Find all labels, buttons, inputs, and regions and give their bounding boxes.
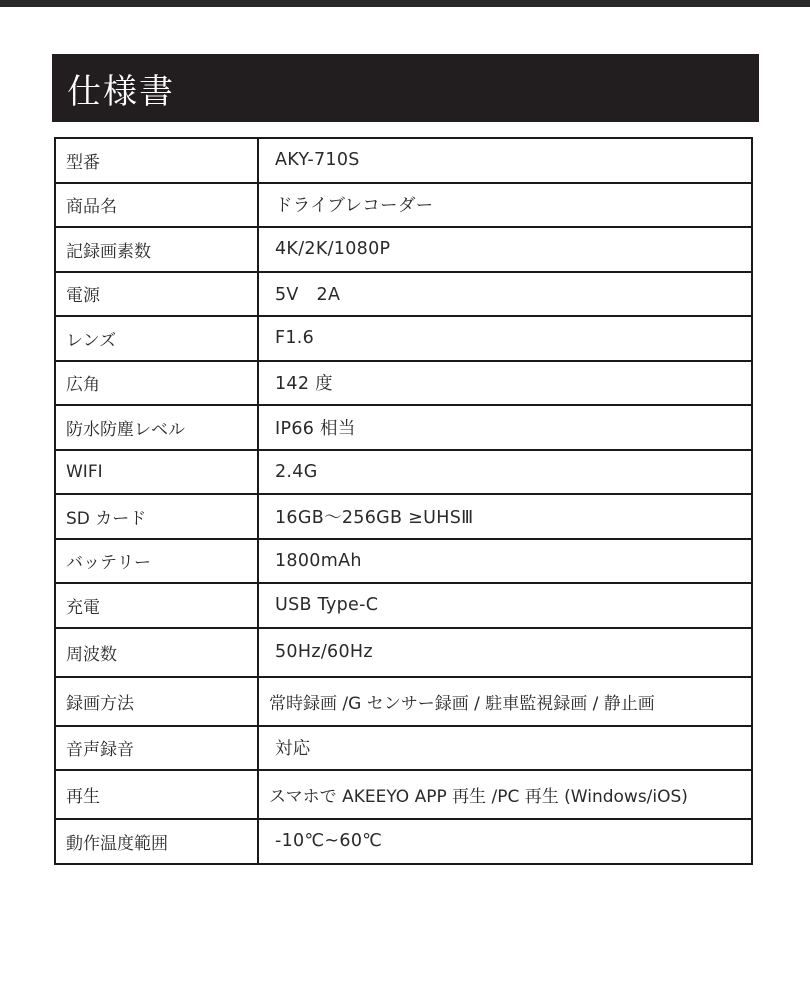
- spec-label-audio-recording: 音声録音: [55, 726, 258, 771]
- table-row: [55, 583, 752, 628]
- page-title-banner: [52, 54, 759, 122]
- spec-table: [54, 137, 753, 865]
- spec-value-waterproof: IP66 相当: [258, 405, 752, 450]
- table-row: [55, 405, 752, 450]
- spec-value-playback: スマホで AKEEYO APP 再生 /PC 再生 (Windows/iOS): [258, 770, 752, 819]
- table-row: [55, 316, 752, 361]
- table-row: [55, 628, 752, 677]
- table-row: [55, 272, 752, 317]
- spec-value-resolution: 4K/2K/1080P: [258, 227, 752, 272]
- spec-value-wifi: 2.4G: [258, 450, 752, 495]
- spec-label-playback: 再生: [55, 770, 258, 819]
- spec-value-audio-recording: 対応: [258, 726, 752, 771]
- spec-value-charging: USB Type-C: [258, 583, 752, 628]
- spec-value-recording-mode: 常時録画 /G センサー録画 / 駐車監視録画 / 静止画: [258, 677, 752, 726]
- spec-value-model: AKY-710S: [258, 138, 752, 183]
- table-row: [55, 819, 752, 864]
- spec-label-lens: レンズ: [55, 316, 258, 361]
- spec-label-model: 型番: [55, 138, 258, 183]
- spec-label-sd-card: SD カード: [55, 494, 258, 539]
- spec-label-wide-angle: 広角: [55, 361, 258, 406]
- table-row: [55, 183, 752, 228]
- spec-label-resolution: 記録画素数: [55, 227, 258, 272]
- spec-value-lens: F1.6: [258, 316, 752, 361]
- spec-label-waterproof: 防水防塵レベル: [55, 405, 258, 450]
- table-row: [55, 138, 752, 183]
- spec-label-wifi: WIFI: [55, 450, 258, 495]
- table-row: [55, 227, 752, 272]
- table-row: [55, 361, 752, 406]
- spec-value-battery: 1800mAh: [258, 539, 752, 584]
- spec-value-power: 5V 2A: [258, 272, 752, 317]
- spec-value-frequency: 50Hz/60Hz: [258, 628, 752, 677]
- top-border-bar: [0, 0, 810, 7]
- spec-label-recording-mode: 録画方法: [55, 677, 258, 726]
- spec-label-frequency: 周波数: [55, 628, 258, 677]
- table-row: [55, 677, 752, 726]
- table-row: [55, 726, 752, 771]
- spec-value-operating-temperature: -10℃~60℃: [258, 819, 752, 864]
- table-row: [55, 770, 752, 819]
- spec-value-wide-angle: 142 度: [258, 361, 752, 406]
- page-title: 仕様書: [67, 71, 175, 112]
- table-row: [55, 450, 752, 495]
- spec-value-product-name: ドライブレコーダー: [258, 183, 752, 228]
- spec-value-sd-card: 16GB～256GB ≥UHSⅢ: [258, 494, 752, 539]
- table-row: [55, 494, 752, 539]
- table-row: [55, 539, 752, 584]
- spec-label-product-name: 商品名: [55, 183, 258, 228]
- spec-label-charging: 充電: [55, 583, 258, 628]
- spec-label-power: 電源: [55, 272, 258, 317]
- spec-label-battery: バッテリー: [55, 539, 258, 584]
- spec-label-operating-temperature: 動作温度範囲: [55, 819, 258, 864]
